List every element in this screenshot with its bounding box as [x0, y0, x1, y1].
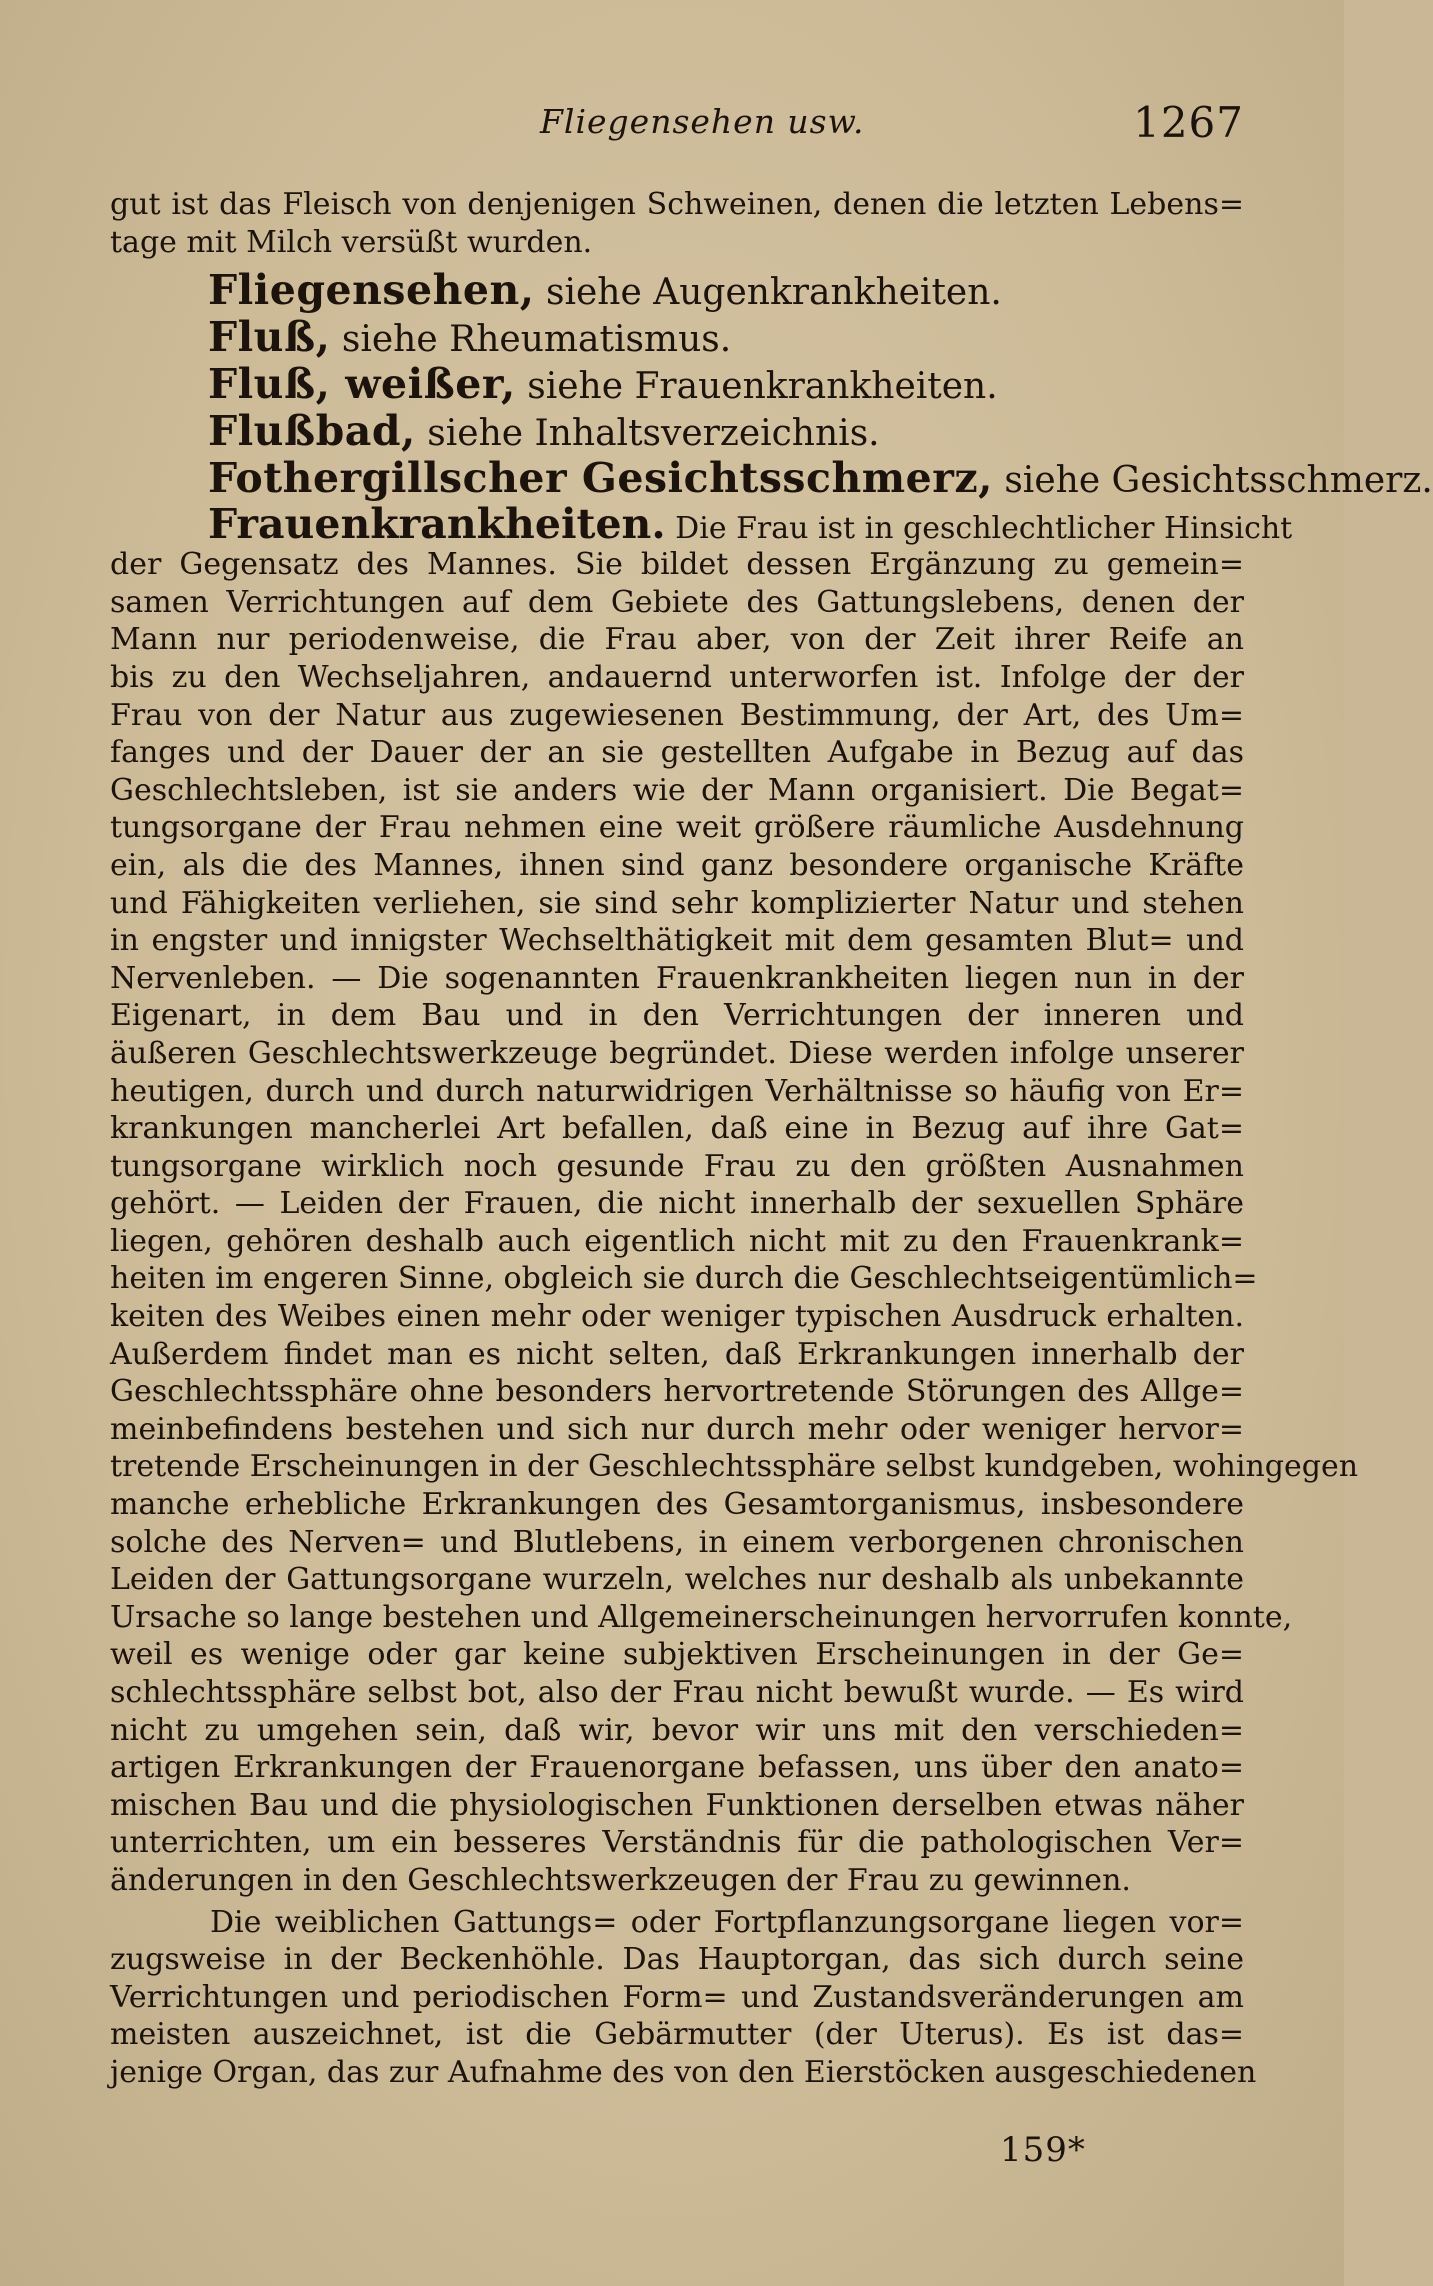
- text-line: Die weiblichen Gattungs= oder Fortpflanzungsorgane liegen vor=: [210, 1904, 1244, 1940]
- text-line: Mann nur periodenweise, die Frau aber, von der Zeit ihrer Reife an: [110, 622, 1244, 658]
- signature-mark: 159*: [1000, 2130, 1086, 2170]
- text-line: manche erhebliche Erkrankungen des Gesamtorganismus, insbesondere: [110, 1487, 1244, 1523]
- running-head: Fliegensehen usw.: [540, 102, 865, 141]
- text-line: tungsorgane wirklich noch gesunde Frau zu den größten Ausnahmen: [110, 1148, 1244, 1184]
- text-line: Frau von der Natur aus zugewiesenen Bestimmung, der Art, des Um=: [110, 697, 1244, 733]
- entry-reference: siehe Augenkrankheiten.: [534, 272, 1002, 314]
- entry-keyword: Fluß,: [208, 313, 331, 362]
- text-line: krankungen mancherlei Art befallen, daß eine in Bezug auf ihre Gat=: [110, 1111, 1244, 1147]
- text-line: Nervenleben. — Die sogenannten Frauenkrankheiten liegen nun in der: [110, 960, 1244, 996]
- text-line: artigen Erkrankungen der Frauenorgane befassen, uns über den anato=: [110, 1750, 1244, 1786]
- text-line: Geschlechtsleben, ist sie anders wie der Mann organisiert. Die Begat=: [110, 772, 1244, 808]
- dictionary-entry: [110, 267, 1244, 314]
- text-line: meinbefindens bestehen und sich nur durch mehr oder weniger hervor=: [110, 1411, 1244, 1447]
- text-line: weil es wenige oder gar keine subjektiven Erscheinungen in der Ge=: [110, 1637, 1244, 1673]
- text-line: Leiden der Gattungsorgane wurzeln, welches nur deshalb als unbekannte: [110, 1562, 1244, 1598]
- entry-keyword: Fluß, weißer,: [208, 360, 516, 409]
- text-line: unterrichten, um ein besseres Verständnis für die pathologischen Ver=: [110, 1825, 1244, 1861]
- main-entry-keyword: Frauenkrankheiten.: [208, 500, 666, 549]
- text-line: Eigenart, in dem Bau und in den Verrichtungen der inneren und: [110, 998, 1244, 1034]
- text-line: fanges und der Dauer der an sie gestellten Aufgabe in Bezug auf das: [110, 735, 1244, 771]
- entry-reference: siehe Inhaltsverzeichnis.: [415, 413, 880, 455]
- text-line: tungsorgane der Frau nehmen eine weit größere räumliche Ausdehnung: [110, 810, 1244, 846]
- text-line: Außerdem findet man es nicht selten, daß Erkrankungen innerhalb der: [110, 1336, 1244, 1372]
- main-entry-heading-line: [110, 500, 1293, 549]
- entry-keyword: Flußbad,: [208, 407, 416, 456]
- page-number: 1267: [1133, 98, 1244, 147]
- text-line: Verrichtungen und periodischen Form= und Zustandsveränderungen am: [110, 1979, 1244, 2015]
- main-entry-text: [110, 546, 1359, 1899]
- main-entry-first-text: Die Frau ist in geschlechtlicher Hinsicht: [665, 511, 1293, 547]
- text-line: tage mit Milch versüßt wurden.: [110, 224, 593, 260]
- text-line: in engster und innigster Wechselthätigkeit mit dem gesamten Blut= und: [110, 923, 1244, 959]
- text-line: nicht zu umgehen sein, daß wir, bevor wir uns mit den verschieden=: [110, 1712, 1244, 1748]
- text-line: heutigen, durch und durch naturwidrigen Verhältnisse so häufig von Er=: [110, 1073, 1244, 1109]
- text-line: solche des Nerven= und Blutlebens, in einem verborgenen chronischen: [110, 1524, 1244, 1560]
- entry-keyword: Fothergillscher Gesichtsschmerz,: [208, 454, 993, 503]
- page-body: [110, 186, 1433, 2092]
- text-line: gehört. — Leiden der Frauen, die nicht innerhalb der sexuellen Sphäre: [110, 1186, 1244, 1222]
- text-line: zugsweise in der Beckenhöhle. Das Hauptorgan, das sich durch seine: [110, 1942, 1244, 1978]
- text-line: und Fähigkeiten verliehen, sie sind sehr komplizierter Natur und stehen: [110, 885, 1244, 921]
- entry-reference: siehe Frauenkrankheiten.: [515, 366, 998, 408]
- text-line: jenige Organ, das zur Aufnahme des von den Eierstöcken ausgeschiedenen: [110, 2054, 1257, 2090]
- dictionary-entry: [110, 314, 1244, 361]
- text-line: mischen Bau und die physiologischen Funktionen derselben etwas näher: [110, 1787, 1244, 1823]
- text-line: der Gegensatz des Mannes. Sie bildet dessen Ergänzung zu gemein=: [110, 547, 1244, 583]
- text-line: samen Verrichtungen auf dem Gebiete des Gattungslebens, denen der: [110, 584, 1244, 620]
- text-line: schlechtssphäre selbst bot, also der Frau nicht bewußt wurde. — Es wird: [110, 1675, 1244, 1710]
- text-line: tretende Erscheinungen in der Geschlechtssphäre selbst kundgeben, wohingegen: [110, 1449, 1359, 1485]
- dictionary-entry: [110, 454, 1433, 503]
- text-line: bis zu den Wechseljahren, andauernd unterworfen ist. Infolge der der: [110, 659, 1244, 695]
- dictionary-entry: [110, 361, 1244, 408]
- dictionary-entry: [110, 408, 1244, 455]
- text-line: keiten des Weibes einen mehr oder weniger typischen Ausdruck erhalten.: [110, 1299, 1244, 1335]
- text-line: liegen, gehören deshalb auch eigentlich nicht mit zu den Frauenkrank=: [110, 1223, 1244, 1259]
- text-line: änderungen in den Geschlechtswerkzeugen der Frau zu gewinnen.: [110, 1862, 1131, 1898]
- text-line: heiten im engeren Sinne, obgleich sie durch die Geschlechtseigentümlich=: [110, 1261, 1258, 1297]
- entry-keyword: Fliegensehen,: [208, 266, 535, 315]
- text-line: gut ist das Fleisch von denjenigen Schweinen, denen die letzten Lebens=: [110, 187, 1244, 222]
- text-line: meisten auszeichnet, ist die Gebärmutter (der Uterus). Es ist das=: [110, 2017, 1244, 2053]
- text-line: Geschlechtssphäre ohne besonders hervortretende Störungen des Allge=: [110, 1374, 1244, 1410]
- second-paragraph: [110, 1904, 1257, 2092]
- page-header: [110, 96, 1244, 156]
- text-line: Ursache so lange bestehen und Allgemeinerscheinungen hervorrufen konnte,: [110, 1599, 1293, 1635]
- text-line: ein, als die des Mannes, ihnen sind ganz besondere organische Kräfte: [110, 847, 1244, 883]
- entry-reference: siehe Rheumatismus.: [330, 319, 732, 361]
- text-line: äußeren Geschlechtswerkzeuge begründet. Diese werden infolge unserer: [110, 1035, 1244, 1071]
- entry-reference: siehe Gesichtsschmerz.: [992, 460, 1433, 502]
